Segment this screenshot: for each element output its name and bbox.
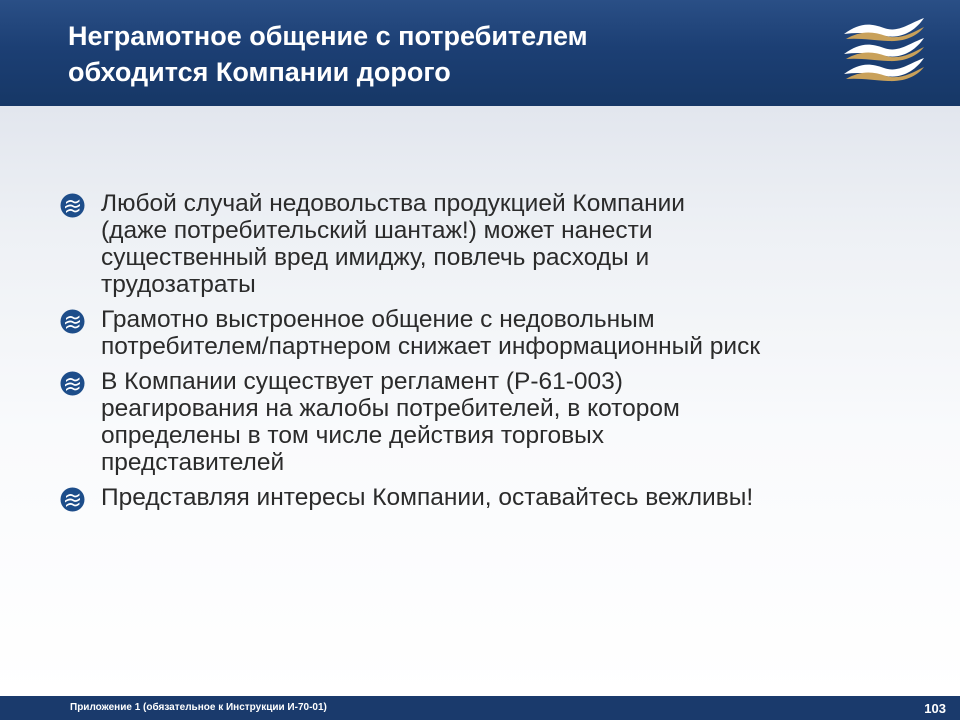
waves-logo-icon <box>836 12 936 92</box>
waves-bullet-icon <box>60 193 85 218</box>
slide-title <box>68 18 788 90</box>
footer-note: Приложение 1 (обязательное к Инструкции И-70-01) <box>70 702 327 713</box>
bullet-text-line: потребителем/партнером снижает информационный риск <box>101 333 761 360</box>
slide-footer <box>0 696 960 720</box>
bullet-text-line: существенный вред имиджу, повлечь расходы и <box>101 244 650 271</box>
bullet-list <box>60 190 920 519</box>
bullet-text-line: Грамотно выстроенное общение с недовольным <box>101 306 655 333</box>
bullet-text-line: определены в том числе действия торговых <box>101 422 605 449</box>
slide-header <box>0 0 960 106</box>
bullet-text-line: трудозатраты <box>101 271 256 298</box>
bullet-text-line: (даже потребительский шантаж!) может нанести <box>101 217 653 244</box>
bullet-text-line: Представляя интересы Компании, оставайтесь вежливы! <box>101 484 754 511</box>
bullet-text-line: представителей <box>101 449 285 476</box>
bullet-text-line: Любой случай недовольства продукцией Компании <box>101 190 685 217</box>
bullet-item <box>60 190 920 298</box>
bullet-text-line: реагирования на жалобы потребителей, в котором <box>101 395 680 422</box>
waves-bullet-icon <box>60 309 85 334</box>
bullet-item <box>60 484 920 511</box>
bullet-item <box>60 306 920 360</box>
slide-title-line: обходится Компании дорого <box>68 57 451 87</box>
bullet-text-line: В Компании существует регламент (Р-61-003) <box>101 368 623 395</box>
page-number: 103 <box>924 701 946 716</box>
slide-title-line: Неграмотное общение с потребителем <box>68 21 588 51</box>
bullet-item <box>60 368 920 476</box>
waves-bullet-icon <box>60 371 85 396</box>
waves-bullet-icon <box>60 487 85 512</box>
